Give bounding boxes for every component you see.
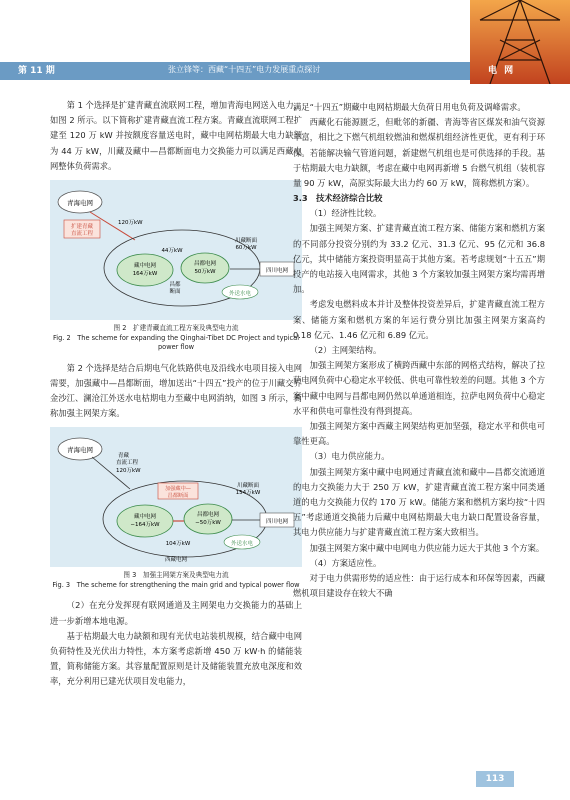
node-qinghai: 青海电网 [67,446,93,455]
paragraph: 满足“十四五”期藏中电网枯期最大负荷日用电负荷及调峰需求。 [293,102,526,112]
label-qingzang-1: 青藏 [118,453,130,460]
flow-120: 120万kW [116,468,141,475]
paragraph: 加强主网架方案中西藏主网架结构更加坚强，稳定水平和供电可靠性更高。 [293,421,545,447]
zangzhong-value: 164万kW [132,271,158,278]
figure-2 [50,180,302,320]
node-zangzhong: 藏中电网 [133,263,157,270]
sichuan-tibet-section-2: 154万kW [235,490,261,497]
page-number: 113 [476,771,514,787]
subsection-label: （2）主网架结构。 [309,345,382,356]
paragraph: 第 1 个选择是扩建青藏直流联网工程，增加青海电网送入电力，如图 2 所示。以下简称扩建青藏直流工程方案。青藏直流联网工程扩建至 120 万 kW 并按额度容量送电时，藏中电网枯期最大电力缺额为 44 万 kW，川藏及藏中—昌都断面电力交换能力可以满足西藏电网整体负荷需求。 [50,100,302,171]
paragraph: 对于电力供需形势的适应性：由于运行成本和环保等因素，西藏燃机项目建设存在较大不确 [293,573,545,599]
figure-3 [50,427,302,567]
figure-2-caption [50,324,302,353]
changdu-value: −50万kW [195,520,221,527]
header-tower-image [470,0,570,84]
figure-3-caption [50,571,302,590]
label-tibet-grid: 西藏电网 [164,557,188,564]
changdu-value: 50万kW [194,269,216,276]
paragraph: 第 2 个选择是结合后期电气化铁路供电及沿线水电项目接入电网需要，加强藏中—昌都断面，增加送出“十四五”投产的位于川藏交界金沙江、澜沧江外送水电枯期电力至藏中电网消纳，如图 3 所示，简称加强主网架方案。 [50,362,302,419]
paragraph: 加强主网架方案中藏中电网电力供应能力远大于其他 3 个方案。 [309,542,545,553]
figure-3-diagram [50,427,302,567]
label-qingzang-2: 直流工程 [116,460,139,467]
figure-2-caption-en: Fig. 2 The scheme for expanding the Qinghai-Tibet DC Project and typical power flow [52,333,300,352]
paragraph: 基于枯期最大电力缺额和现有光伏电站装机规模，结合藏中电网负荷特性及光伏出力特性，本方案考虑新增 450 万 kW·h 的储能装置，简称储能方案。其容量配置原则是计及储能装置充放电深度和效率，充分利用已建光伏项目发电能力， [50,630,302,687]
page-header [0,0,570,84]
issue-number: 第 11 期 [18,66,55,76]
section-heading: 3.3 技术经济综合比较 [293,193,383,204]
right-column [293,100,545,602]
flow-120: 120万kW [118,220,143,227]
zangzhong-value: −164万kW [130,522,160,529]
figure-3-caption-en: Fig. 3 The scheme for strengthening the main grid and typical power flow [52,580,300,589]
label-expand-dc-2: 直流工程 [70,231,94,238]
node-changdu: 昌都电网 [193,261,217,268]
sichuan-tibet-section-1: 川藏断面 [234,238,258,245]
label-expand-dc-1: 扩建青藏 [70,224,94,231]
node-sichuan: 四川电网 [265,519,289,526]
label-strengthen-2: 昌都断面 [167,493,189,500]
section-changdu-1: 昌都 [169,282,181,289]
section-name: 电 网 [488,66,516,76]
node-changdu: 昌都电网 [196,512,220,519]
node-qinghai: 青海电网 [67,199,93,208]
paragraph: （2）在充分发挥现有联网通道及主网架电力交换能力的基础上进一步新增本地电源。 [50,600,302,626]
subsection-label: （3）电力供应能力。 [309,451,390,462]
node-zangzhong: 藏中电网 [133,514,157,521]
flow-104: 104万kW [165,541,191,548]
figure-2-diagram [50,180,302,320]
paragraph: 加强主网架方案、扩建青藏直流工程方案、储能方案和燃机方案的不同部分投资分别约为 33.2 亿元、31.3 亿元、95 亿元和 36.8 亿元，其中储能方案投资明显高于其他方案。若考虑规划“十五五”期投产的电站接入电网需求，其他 3 个方案较加强主网架方案均需再增加。 [293,223,545,295]
figure-2-caption-cn: 图 2 扩建青藏直流工程方案及典型电力流 [113,324,239,333]
label-strengthen-1: 加强藏中— [165,486,191,493]
node-outside-hydro: 外送水电 [228,291,252,298]
subsection-label: （4）方案适应性。 [309,557,382,568]
node-sichuan: 四川电网 [265,268,289,275]
paragraph: 西藏化石能源匮乏，但毗邻的新疆、青海等省区煤炭和油气资源丰富，相比之下燃气机组较燃油和燃煤机组经济性更优，更有利于环保。若能解决输气管道问题，新建燃气机组也是可供选择的手段。基于枯期最大电力缺额，考虑在藏中电网再新增 5 台燃气机组（装机容量 90 万 kW，高原实际最大出力约 60 万 kW，简称燃机方案）。 [293,117,545,189]
node-outside-hydro: 外送水电 [230,541,254,548]
running-title: 张立锋等：西藏“十四五”电力发展重点探讨 [168,65,321,74]
paragraph: 加强主网架方案中藏中电网通过青藏直流和藏中—昌都交流通道的电力交换能力大于 250 万 kW，扩建青藏直流工程方案中同类通道的电力交换能力仅约 170 万 kW。储能方案和燃机方案均按“十四五”考虑通道交换能力后藏中电网枯期最大电力缺口配置设备容量，其电力供应能力与扩建青藏直流工程方案大致相当。 [293,466,545,538]
sichuan-tibet-section-2: 60万kW [235,245,257,252]
left-column [50,98,302,690]
subsection-label: （1）经济性比较。 [309,208,382,219]
sichuan-tibet-section-1: 川藏断面 [236,483,260,490]
section-changdu-2: 断面 [169,289,181,296]
paragraph: 考虑发电燃料成本并计及整体投资差异后，扩建青藏直流工程方案、储能方案和燃机方案的年运行费分别比加强主网架方案高约 0.18 亿元、1.46 亿元和 6.89 亿元。 [293,299,545,340]
paragraph: 加强主网架方案形成了横跨西藏中东部的网格式结构，解决了拉萨电网负荷中心稳定水平较低、供电可靠性较差的问题。其他 3 个方案中藏中电网与昌都电网仍然以单通道相连，拉萨电网负荷中心稳定水平和供电可靠性没有得到提高。 [293,360,545,416]
figure-3-caption-cn: 图 3 加强主网架方案及典型电力流 [123,571,229,580]
flow-44: 44万kW [161,248,183,255]
